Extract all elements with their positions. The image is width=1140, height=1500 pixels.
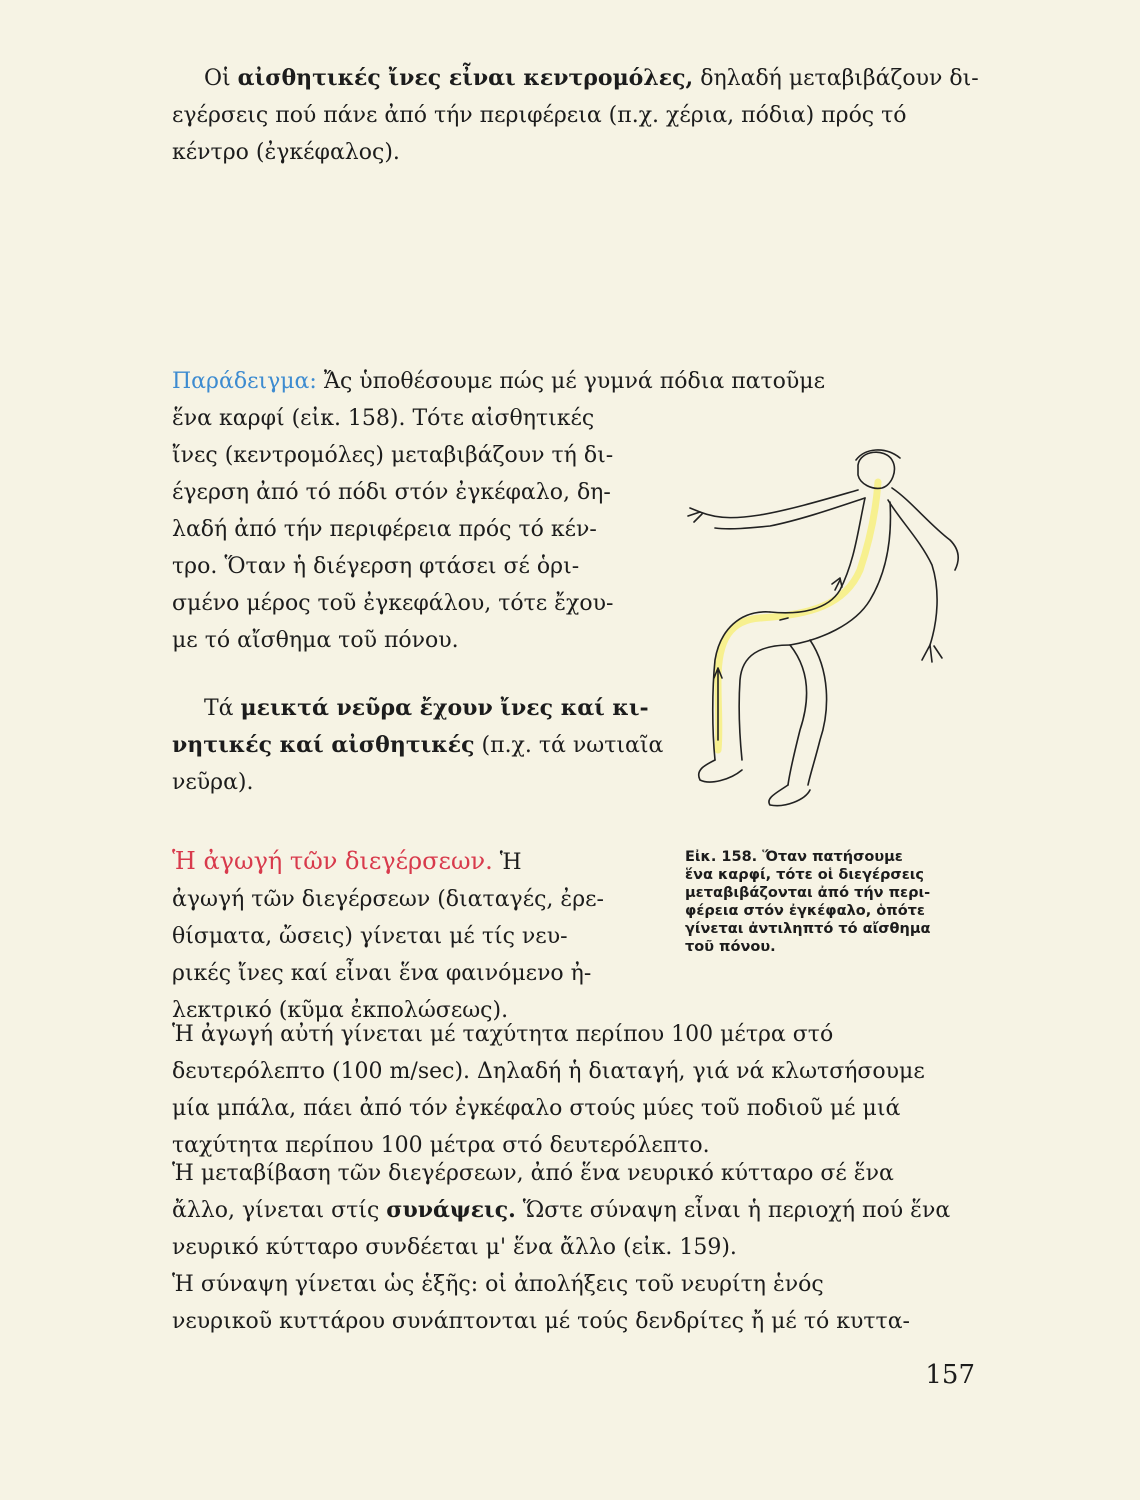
intro-paragraph <box>172 60 979 171</box>
conduction-line-1: Ἡ ἀγωγή τῶν διεγέρσεων. Ἡ <box>172 847 522 875</box>
caption-line-6: τοῦ πόνου. <box>685 939 776 955</box>
synapse2-line-2: νευρικοῦ κυττάρου συνάπτονται μέ τούς δενδρίτες ἤ μέ τό κυττα- <box>172 1309 910 1334</box>
intro-line-1: Οἱ αἰσθητικές ἴνες εἶναι κεντρομόλες, δηλαδή μεταβιβάζουν δι- <box>204 65 979 91</box>
page-number: 157 <box>925 1360 975 1390</box>
speed-line-2: δευτερόλεπτο (100 m/sec). Δηλαδή ἡ διαταγή, γιά νά κλωτσήσουμε <box>172 1059 925 1084</box>
example-line-4: έγερση ἀπό τό πόδι στόν ἐγκέφαλο, δη- <box>172 480 611 505</box>
conduction-line-2: ἀγωγή τῶν διεγέρσεων (διαταγές, ἐρε- <box>172 887 604 912</box>
speed-line-3: μία μπάλα, πάει ἀπό τόν ἐγκέφαλο στούς μύες τοῦ ποδιοῦ μέ μιά <box>172 1096 901 1121</box>
centripetal-term: αἰσθητικές ἴνες εἶναι κεντρομόλες, <box>237 65 694 91</box>
intro-line-3: κέντρο (ἐγκέφαλος). <box>172 140 400 165</box>
nerve-pathway <box>718 482 878 750</box>
conduction-paragraph <box>172 843 632 1029</box>
caption-line-2: ἕνα καρφί, τότε οἱ διεγέρσεις <box>685 867 925 883</box>
synapse-line-2: ἄλλο, γίνεται στίς συνάψεις. Ὥστε σύναψη εἶναι ἡ περιοχή πού ἕνα <box>172 1197 951 1223</box>
example-line-3: ἴνες (κεντρομόλες) μεταβιβάζουν τή δι- <box>172 443 614 468</box>
conduction-line-4: ρικές ἴνες καί εἶναι ἕνα φαινόμενο ἠ- <box>172 961 592 986</box>
figure-158-caption <box>685 848 990 956</box>
conduction-line-5: λεκτρικό (κῦμα ἐκπολώσεως). <box>172 998 509 1023</box>
synapse2-line-1: Ἡ σύναψη γίνεται ὡς ἑξῆς: οἱ ἀπολήξεις τοῦ νευρίτη ἑνός <box>172 1272 824 1297</box>
caption-line-1: Εἰκ. 158. Ὅταν πατήσουμε <box>685 849 903 865</box>
example-line-6: τρο. Ὅταν ἡ διέγερση φτάσει σέ ὁρι- <box>172 554 580 579</box>
mixed-line-1: Τά μεικτά νεῦρα ἔχουν ἴνες καί κι- <box>204 695 649 721</box>
example-line-1: Παράδειγμα: Ἄς ὑποθέσουμε πώς μέ γυμνά πόδια πατοῦμε <box>172 369 825 394</box>
conduction-line-3: θίσματα, ὤσεις) γίνεται μέ τίς νευ- <box>172 924 568 949</box>
mixed-line-3: νεῦρα). <box>172 770 254 795</box>
synapse-process-paragraph <box>172 1266 972 1340</box>
example-line-7: σμένο μέρος τοῦ ἐγκεφάλου, τότε ἔχου- <box>172 591 614 616</box>
example-line-2: ἕνα καρφί (εἰκ. 158). Τότε αἰσθητικές <box>172 406 595 431</box>
example-line-8: με τό αἴσθημα τοῦ πόνου. <box>172 628 459 653</box>
synapse-paragraph <box>172 1155 972 1266</box>
mixed-line-2: νητικές καί αἰσθητικές (π.χ. τά νωτιαῖα <box>172 732 664 758</box>
speed-line-1: Ἡ ἀγωγή αὐτή γίνεται μέ ταχύτητα περίπου 100 μέτρα στό <box>172 1022 834 1047</box>
caption-line-3: μεταβιβάζονται ἀπό τήν περι- <box>685 885 931 901</box>
speed-line-4: ταχύτητα περίπου 100 μέτρα στό δευτερόλεπτο. <box>172 1133 710 1158</box>
synapse-line-3: νευρικό κύτταρο συνδέεται μ' ἕνα ἄλλο (εἰκ. 159). <box>172 1235 737 1260</box>
example-label: Παράδειγμα: <box>172 369 317 394</box>
intro-line-2: εγέρσεις πού πάνε ἀπό τήν περιφέρεια (π.χ. χέρια, πόδια) πρός τό <box>172 103 907 128</box>
speed-paragraph <box>172 1016 972 1164</box>
figure-158-illustration <box>660 440 980 820</box>
caption-line-4: φέρεια στόν ἐγκέφαλο, ὁπότε <box>685 903 925 919</box>
caption-line-5: γίνεται ἀντιληπτό τό αἴσθημα <box>685 921 931 937</box>
synapse-term: συνάψεις. <box>386 1197 516 1223</box>
mixed-nerves-paragraph <box>172 690 664 801</box>
example-line-5: λαδή ἀπό τήν περιφέρεια πρός τό κέν- <box>172 517 597 542</box>
section-heading: Ἡ ἀγωγή τῶν διεγέρσεων. <box>172 847 493 875</box>
synapse-line-1: Ἡ μεταβίβαση τῶν διεγέρσεων, ἀπό ἕνα νευρικό κύτταρο σέ ἕνα <box>172 1161 894 1186</box>
